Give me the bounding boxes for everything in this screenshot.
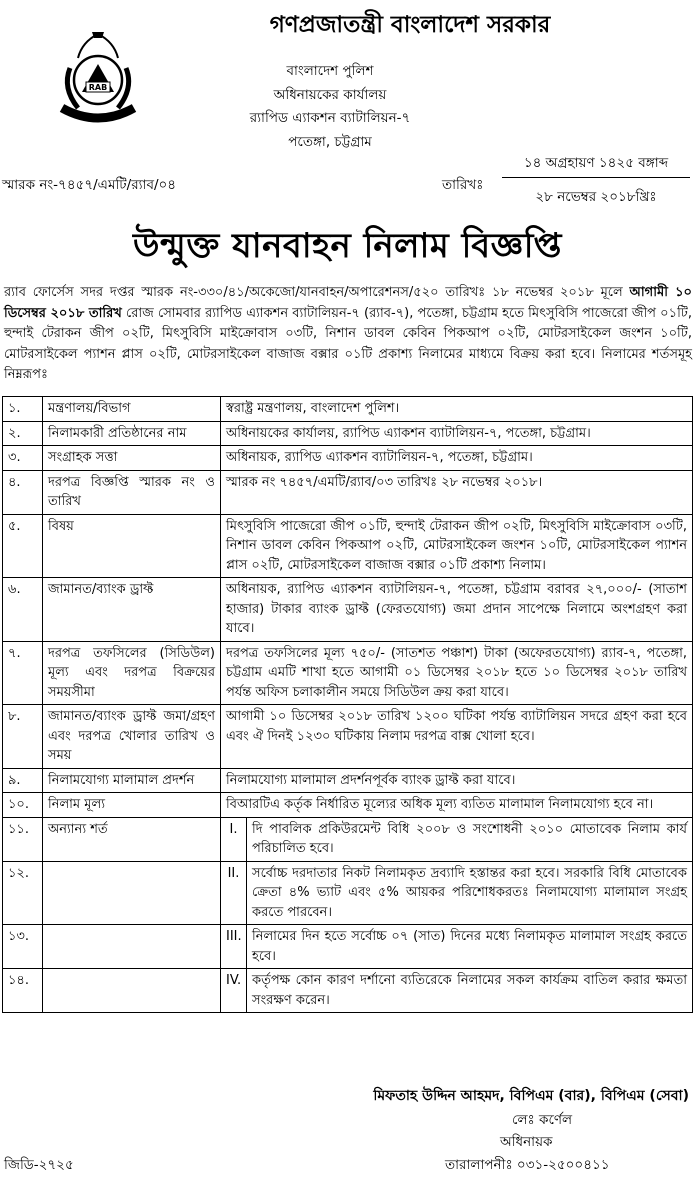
date-label: তারিখঃ [442, 177, 484, 193]
org-name: বাংলাদেশ পুলিশ [286, 63, 374, 79]
roman-numeral: IV. [221, 969, 247, 1013]
terms-table [2, 396, 693, 1013]
office-name: অধিনায়কের কার্যালয় [273, 87, 387, 103]
date-bengali: ১৪ অগ্রহায়ণ ১৪২৫ বঙ্গাব্দ [502, 152, 690, 178]
table-row [3, 793, 693, 818]
row-number: ১০. [3, 793, 43, 818]
row-label [43, 969, 221, 1013]
condition-text: কর্তৃপক্ষ কোন কারণ দর্শানো ব্যতিরেকে নিলামের সকল কার্যক্রম বাতিল করার ক্ষমতা সংরক্ষণ করেন। [247, 969, 693, 1013]
row-number: ৩. [3, 446, 43, 471]
row-label: নিলামযোগ্য মালামাল প্রদর্শন [43, 768, 221, 793]
date-english: ২৮ নভেম্বর ২০১৮খ্রিঃ [535, 189, 657, 205]
row-value: অধিনায়ক, র‍্যাপিড এ্যাকশন ব্যাটালিয়ন-৭, পতেঙ্গা, চট্টগ্রাম। [221, 446, 693, 471]
signatory-name: মিফতাহ উদ্দিন আহমদ, বিপিএম (বার), বিপিএম (সেবা) [373, 1088, 689, 1104]
row-label [43, 925, 221, 969]
row-label: দরপত্র বিজ্ঞপ্তি স্মারক নং ও তারিখ [43, 470, 221, 514]
condition-text: দি পাবলিক প্রকিউরমেন্ট বিধি ২০০৮ ও সংশোধনী ২০১০ মোতাবেক নিলাম কার্য পরিচালিত হবে। [247, 817, 693, 861]
row-label: অন্যান্য শর্ত [43, 817, 221, 861]
unit-name: র‍্যাপিড এ্যাকশন ব্যাটালিয়ন-৭ [249, 110, 411, 126]
row-label: দরপত্র তফসিলের (সিডিউল) মূল্য এবং দরপত্র বিক্রয়ের সময়সীমা [43, 641, 221, 705]
row-value: মিৎসুবিসি পাজেরো জীপ ০১টি, হুন্দাই টেরাকন জীপ ০২টি, মিৎসুবিসি মাইক্রোবাস ০৩টি, নিশান ডাবল কেবিন পিকআপ ০২টি, মোটরসাইকেল জংশন ১০টি, মোটরসাইকেল প্যাশন প্লাস ০২টি, মোটরসাইকেল বাজাজ বক্সার ০১টি প্রকাশ্য নিলাম। [221, 514, 693, 578]
row-number: ৬. [3, 578, 43, 642]
svg-text:RAB: RAB [88, 83, 108, 92]
memo-ref: স্মারক নং-৭৪৫৭/এমটি/র‍্যাব/০৪ [2, 177, 177, 193]
location-name: পতেঙ্গা, চট্টগ্রাম [288, 134, 372, 150]
notice-title: উন্মুক্ত যানবাহন নিলাম বিজ্ঞপ্তি [133, 226, 562, 266]
table-row [3, 641, 693, 705]
footer-phone: তারালাপনীঃ ০৩১-২৫০০৪১১ [445, 1157, 610, 1173]
row-value: স্বরাষ্ট্র মন্ত্রণালয়, বাংলাদেশ পুলিশ। [221, 397, 693, 422]
row-number: ৭. [3, 641, 43, 705]
row-label: মন্ত্রণালয়/বিভাগ [43, 397, 221, 422]
intro-part1: র‍্যাব ফোর্সেস সদর দপ্তর স্মারক নং-৩৩০/৪১/অকেজো/যানবাহন/অপারেশনস/৫২০ তারিখঃ ১৮ নভেম্বর ২০১৮ মূলে [4, 285, 630, 300]
roman-numeral: II. [221, 861, 247, 925]
table-row [3, 446, 693, 471]
row-label: জামানত/ব্যাংক ড্রাফ্ট [43, 578, 221, 642]
row-number: ২. [3, 421, 43, 446]
table-row [3, 861, 693, 925]
table-row [3, 817, 693, 861]
row-label: বিষয় [43, 514, 221, 578]
row-number: ১২. [3, 861, 43, 925]
row-value: আগামী ১০ ডিসেম্বর ২০১৮ তারিখ ১২০০ ঘটিকা পর্যন্ত ব্যাটালিয়ন সদরে গ্রহণ করা হবে এবং ঐ দিনই ১২৩০ ঘটিকায় নিলাম দরপত্র বাক্স খোলা হবে। [221, 705, 693, 769]
footer-code: জিডি-২৭২৫ [4, 1157, 74, 1173]
row-number: ৫. [3, 514, 43, 578]
row-value: দরপত্র তফসিলের মূল্য ৭৫০/- (সাতশত পঞ্চাশ) টাকা (অফেরতযোগ্য) র‍্যাব-৭, পতেঙ্গা, চট্টগ্রাম এমটি শাখা হতে আগামী ০১ ডিসেম্বর ২০১৮ হতে ১০ ডিসেম্বর ২০১৮ তারিখ পর্যন্ত অফিস চলাকালীন সময়ে সিডিউল ক্রয় করা যাবে। [221, 641, 693, 705]
table-row [3, 578, 693, 642]
intro-part3: রোজ সোমবার র‍্যাপিড এ্যাকশন ব্যাটালিয়ন-৭ (র‍্যাব-৭), পতেঙ্গা, চট্টগ্রাম হতে মিৎসুবিসি পাজেরো জীপ ০১টি, হুন্দাই টেরাকন জীপ ০২টি, মিৎসুবিসি মাইক্রোবাস ০৩টি, নিশান ডাবল কেবিন পিকআপ ০২টি, মোটরসাইকেল জংশন ১০টি, মোটরসাইকেল প্যাশন প্লাস ০২টি, মোটরসাইকেল বাজাজ বক্সার ০১টি প্রকাশ্য নিলামের মাধ্যমে বিক্রয় করা হবে। নিলামের শর্তসমূহ নিম্নরূপঃ [4, 305, 693, 382]
government-title: গণপ্রজাতন্ত্রী বাংলাদেশ সরকার [269, 12, 551, 38]
table-row [3, 705, 693, 769]
intro-bold-date: আগামী ১০ ডিসেম্বর ২০১৮ তারিখ [4, 285, 692, 321]
row-number: ১১. [3, 817, 43, 861]
row-value: নিলামযোগ্য মালামাল প্রদর্শনপূর্বক ব্যাংক ড্রাফ্ট করা যাবে। [221, 768, 693, 793]
signatory-title: অধিনায়ক [500, 1134, 553, 1150]
row-label: সংগ্রাহক সত্তা [43, 446, 221, 471]
row-label: নিলাম মূল্য [43, 793, 221, 818]
signatory-rank: লেঃ কর্ণেল [512, 1112, 573, 1128]
row-number: ৯. [3, 768, 43, 793]
table-row [3, 969, 693, 1013]
row-label: নিলামকারী প্রতিষ্ঠানের নাম [43, 421, 221, 446]
row-number: ১৪. [3, 969, 43, 1013]
roman-numeral: III. [221, 925, 247, 969]
condition-text: নিলামের দিন হতে সর্বোচ্চ ০৭ (সাত) দিনের মধ্যে নিলামকৃত মালামাল সংগ্রহ করতে হবে। [247, 925, 693, 969]
table-row [3, 768, 693, 793]
row-label: জামানত/ব্যাংক ড্রাফ্ট জমা/গ্রহণ এবং দরপত্র খোলার তারিখ ও সময় [43, 705, 221, 769]
row-value: স্মারক নং ৭৪৫৭/এমটি/র‍্যাব/০৩ তারিখঃ ২৮ নভেম্বর ২০১৮। [221, 470, 693, 514]
row-value: অধিনায়কের কার্যালয়, র‍্যাপিড এ্যাকশন ব্যাটালিয়ন-৭, পতেঙ্গা, চট্টগ্রাম। [221, 421, 693, 446]
table-row [3, 421, 693, 446]
row-number: ১৩. [3, 925, 43, 969]
table-row [3, 397, 693, 422]
row-label [43, 861, 221, 925]
intro-paragraph [4, 283, 692, 386]
condition-text: সর্বোচ্চ দরদাতার নিকট নিলামকৃত দ্রব্যাদি হস্তান্তর করা হবে। সরকারি বিধি মোতাবেক ক্রেতা ৪% ভ্যাট এবং ৫% আয়কর পরিশোধকরতঃ নিলামযোগ্য মালামাল সংগ্রহ করতে পারবেন। [247, 861, 693, 925]
row-number: ১. [3, 397, 43, 422]
row-number: ৮. [3, 705, 43, 769]
row-value: অধিনায়ক, র‍্যাপিড এ্যাকশন ব্যাটালিয়ন-৭, পতেঙ্গা, চট্টগ্রাম বরাবর ২৭,০০০/- (সাতাশ হাজার) টাকার ব্যাংক ড্রাফ্ট (ফেরতযোগ্য) জমা প্রদান সাপেক্ষে নিলামে অংশগ্রহণ করা যাবে। [221, 578, 693, 642]
table-row [3, 514, 693, 578]
table-row [3, 470, 693, 514]
row-value: বিআরটিএ কর্তৃক নির্ধারিত মূল্যের অধিক মূল্য ব্যতিত মালামাল নিলামযোগ্য হবে না। [221, 793, 693, 818]
table-row [3, 925, 693, 969]
roman-numeral: I. [221, 817, 247, 861]
date-box [502, 152, 690, 209]
row-number: ৪. [3, 470, 43, 514]
